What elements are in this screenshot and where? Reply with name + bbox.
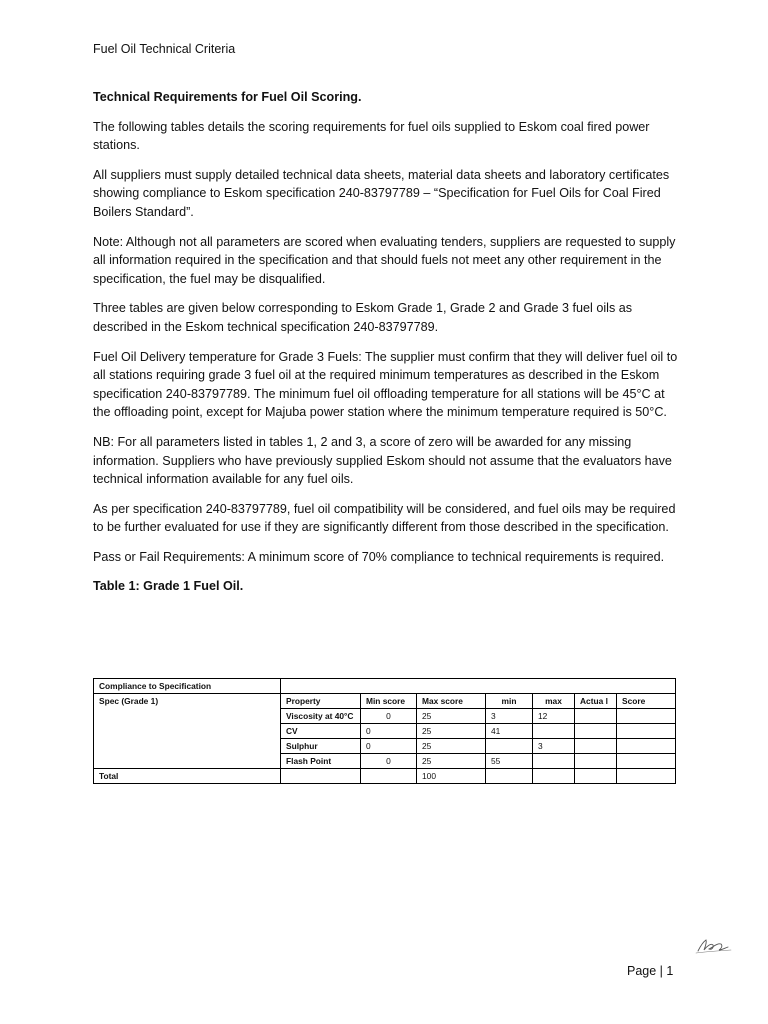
cell-score	[617, 724, 676, 739]
table-total-row	[94, 769, 676, 784]
header-min-score: Min score	[361, 694, 417, 709]
paragraph-note: Note: Although not all parameters are scored when evaluating tenders, suppliers are requested to supply all information required in the specification and that should fuels not meet any other requirement in the specification, the fuel may be disqualified.	[93, 234, 676, 286]
cell-max: 12	[533, 709, 575, 724]
cell-max	[533, 724, 575, 739]
cell-max-score: 25	[417, 724, 486, 739]
signature-mark	[694, 934, 734, 956]
cell-property: Sulphur	[281, 739, 361, 754]
paragraph-pass-fail: Pass or Fail Requirements: A minimum score of 70% compliance to technical requirements is required.	[93, 549, 665, 564]
empty-cell	[617, 769, 676, 784]
section-heading: Technical Requirements for Fuel Oil Scoring.	[93, 90, 362, 104]
header-min: min	[486, 694, 533, 709]
cell-min-score: 0	[361, 739, 417, 754]
cell-min-score: 0	[361, 754, 417, 769]
cell-max-score: 25	[417, 739, 486, 754]
table-row	[94, 679, 676, 694]
table-title: Table 1: Grade 1 Fuel Oil.	[93, 579, 244, 594]
compliance-header-cell: Compliance to Specification	[94, 679, 281, 694]
cell-actual	[575, 754, 617, 769]
cell-max-score: 25	[417, 754, 486, 769]
cell-min: 41	[486, 724, 533, 739]
cell-property: CV	[281, 724, 361, 739]
empty-cell	[281, 679, 676, 694]
header-score: Score	[617, 694, 676, 709]
empty-cell	[361, 769, 417, 784]
cell-score	[617, 754, 676, 769]
cell-min	[486, 739, 533, 754]
cell-min: 3	[486, 709, 533, 724]
header-max-score: Max score	[417, 694, 486, 709]
cell-min: 55	[486, 754, 533, 769]
cell-property: Viscosity at 40°C	[281, 709, 361, 724]
page-header: Fuel Oil Technical Criteria	[93, 42, 236, 56]
paragraph-delivery-temperature: Fuel Oil Delivery temperature for Grade 3 Fuels: The supplier must confirm that they will deliver fuel oil to all stations requiring grade 3 fuel oil at the required minimum temperatures as described in the Eskom specification 240-83797789. The minimum fuel oil offloading temperature for all stations will be 45°C at the offloading point, except for Majuba power station where the minimum temperature required is 50°C.	[93, 349, 678, 420]
header-actual: Actua l	[575, 694, 617, 709]
cell-min-score: 0	[361, 709, 417, 724]
cell-property: Flash Point	[281, 754, 361, 769]
table-header-row	[94, 694, 676, 709]
total-label-cell: Total	[94, 769, 281, 784]
paragraph-compatibility: As per specification 240-83797789, fuel oil compatibility will be considered, and fuel oils may be required to be further evaluated for use if they are significantly different from those described in the specification.	[93, 501, 676, 535]
cell-max-score: 25	[417, 709, 486, 724]
empty-cell	[281, 769, 361, 784]
cell-actual	[575, 709, 617, 724]
cell-actual	[575, 739, 617, 754]
cell-max: 3	[533, 739, 575, 754]
cell-min-score: 0	[361, 724, 417, 739]
cell-score	[617, 739, 676, 754]
cell-score	[617, 709, 676, 724]
empty-cell	[575, 769, 617, 784]
paragraph-tables: Three tables are given below corresponding to Eskom Grade 1, Grade 2 and Grade 3 fuel oils as described in the Eskom technical specification 240-83797789.	[93, 301, 633, 334]
empty-cell	[533, 769, 575, 784]
header-property: Property	[281, 694, 361, 709]
cell-max	[533, 754, 575, 769]
paragraph-suppliers: All suppliers must supply detailed technical data sheets, material data sheets and laboratory certificates showing compliance to Eskom specification 240-83797789 – “Specification for Fuel Oils for Coal Fired Boilers Standard”.	[93, 167, 670, 219]
cell-actual	[575, 724, 617, 739]
paragraph-intro: The following tables details the scoring requirements for fuel oils supplied to Eskom coal fired power stations.	[93, 119, 650, 153]
document-body	[93, 88, 683, 607]
spec-grade-cell: Spec (Grade 1)	[94, 694, 281, 769]
total-max-score-cell: 100	[417, 769, 486, 784]
paragraph-nb: NB: For all parameters listed in tables 1, 2 and 3, a score of zero will be awarded for any missing information. Suppliers who have previously supplied Eskom should not assume that the evaluators have technical information available for any fuel oils.	[93, 434, 672, 487]
empty-cell	[486, 769, 533, 784]
page-number: Page | 1	[627, 964, 674, 978]
grade-1-fuel-oil-table	[93, 678, 676, 784]
header-max: max	[533, 694, 575, 709]
